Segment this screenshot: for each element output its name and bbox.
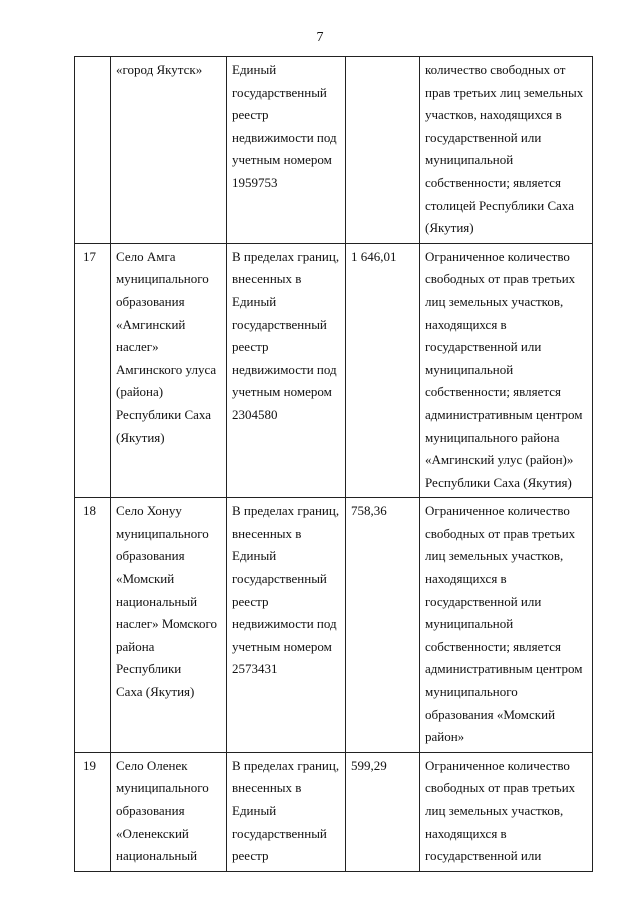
settlement-name-cell: Село Оленек муниципального образования «Оленекский национальный — [111, 752, 227, 871]
location-cell: В пределах границ, внесенных в Единый государственный реестр недвижимости под учетным номером 2573431 — [227, 498, 346, 753]
row-number: 19 — [75, 752, 111, 871]
description-cell: Ограниченное количество свободных от прав третьих лиц земельных участков, находящихся в государственной или — [420, 752, 593, 871]
table-row — [75, 57, 593, 244]
settlement-name-cell: «город Якутск» — [111, 57, 227, 244]
location-cell: В пределах границ, внесенных в Единый государственный реестр — [227, 752, 346, 871]
area-cell — [346, 57, 420, 244]
area-cell: 1 646,01 — [346, 243, 420, 498]
table-row — [75, 752, 593, 871]
settlement-name-cell: Село Хонуу муниципального образования «Момский национальный наслег» Момского района Республики Саха (Якутия) — [111, 498, 227, 753]
location-cell: Единый государственный реестр недвижимости под учетным номером 1959753 — [227, 57, 346, 244]
settlement-name-cell: Село Амга муниципального образования «Амгинский наслег» Амгинского улуса (района) Республики Саха (Якутия) — [111, 243, 227, 498]
description-cell: Ограниченное количество свободных от прав третьих лиц земельных участков, находящихся в государственной или муниципальной собственности; является административным центром муниципального района «Амгинский улус (район)» Республики Саха (Якутия) — [420, 243, 593, 498]
area-cell: 599,29 — [346, 752, 420, 871]
table-row — [75, 498, 593, 753]
row-number: 17 — [75, 243, 111, 498]
area-cell: 758,36 — [346, 498, 420, 753]
document-table — [74, 56, 593, 872]
description-cell: количество свободных от прав третьих лиц земельных участков, находящихся в государственной или муниципальной собственности; является столицей Республики Саха (Якутия) — [420, 57, 593, 244]
table-row — [75, 243, 593, 498]
location-cell: В пределах границ, внесенных в Единый государственный реестр недвижимости под учетным номером 2304580 — [227, 243, 346, 498]
description-cell: Ограниченное количество свободных от прав третьих лиц земельных участков, находящихся в государственной или муниципальной собственности; является административным центром муниципального образования «Момский район» — [420, 498, 593, 753]
row-number: 18 — [75, 498, 111, 753]
page-number: 7 — [316, 30, 324, 45]
row-number — [75, 57, 111, 244]
